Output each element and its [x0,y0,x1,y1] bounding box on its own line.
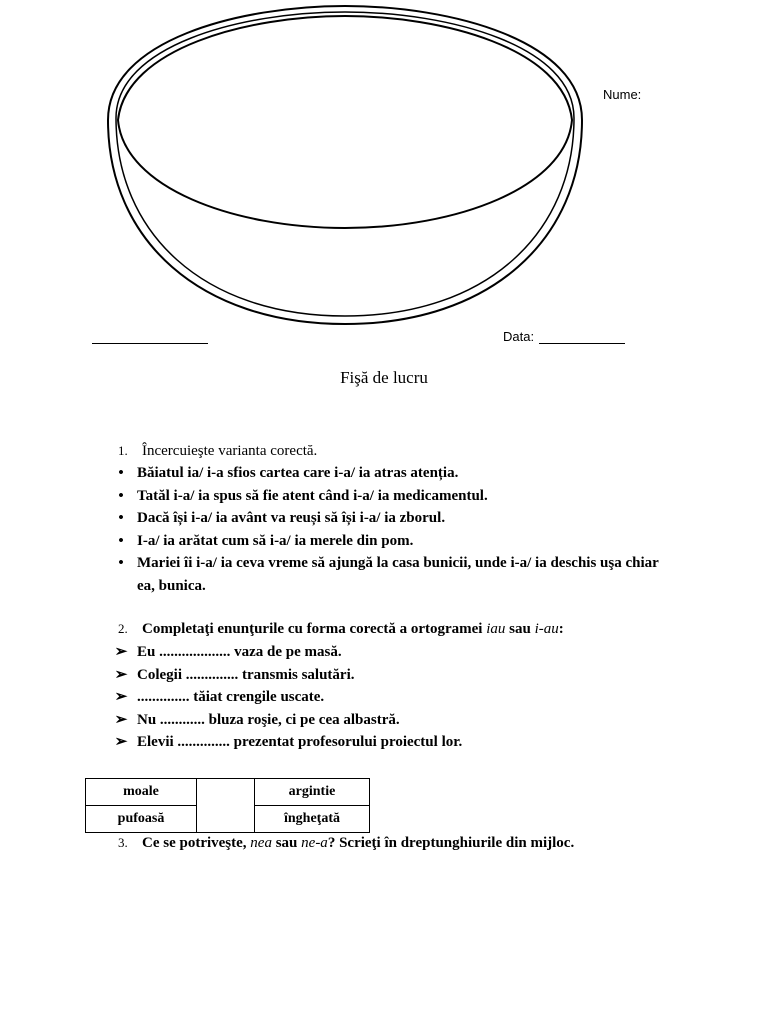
exercise2-item [113,664,673,687]
exercise1-item [113,552,673,597]
exercise1-item-text: Tatăl i-a/ ia spus să fie atent când i-a/ ia medicamentul. [137,487,488,504]
arrow-bullet-icon: ➢ [114,734,128,750]
arrow-bullet-icon: ➢ [114,711,128,728]
page-title: Fişă de lucru [340,368,428,387]
exercise2-instruction-prefix: Completaţi enunţurile cu forma corectă a ortogramei [142,621,487,637]
table-cell-left: moale [86,779,197,806]
exercise3-instruction-mid: sau [271,835,302,851]
exercise3-form-b: ne-a [301,835,328,851]
table-cell-right: argintie [255,779,370,806]
bullet-icon: • [118,532,124,549]
arrow-bullet-icon: ➢ [114,689,128,705]
exercise1-item [113,485,673,508]
exercise2-instruction-suffix: : [558,621,564,637]
exercise2-item [113,641,673,664]
exercise1-item [113,530,673,553]
matching-table [85,778,370,833]
exercise1-item-text: Băiatul ia/ i-a sfios cartea care i-a/ ia atras atenția. [137,465,459,481]
exercise1-heading [118,443,317,460]
exercise2-item [113,731,673,754]
bullet-icon: • [118,555,124,571]
table-cell-left: pufoasă [86,806,197,833]
exercise1-item-text: Dacă își i-a/ ia avânt va reuși să își i-a/ ia zborul. [137,510,446,526]
exercise2-list [113,641,673,754]
exercise2-item [113,686,673,709]
exercise2-heading [118,621,564,638]
date-line [539,343,625,344]
exercise1-list [113,462,673,597]
exercise2-item-text: Eu ................... vaza de pe masă. [137,644,342,660]
bowl-illustration [100,0,590,330]
exercise1-item-text: I-a/ ia arătat cum să i-a/ ia merele din pom. [137,532,414,549]
exercise1-item-text: Mariei îi i-a/ ia ceva vreme să ajungă la casa bunicii, unde i-a/ ia deschis uşa chiar ea, bunica. [137,555,659,594]
arrow-bullet-icon: ➢ [114,666,128,683]
exercise1-item [113,507,673,530]
exercise3-number: 3. [118,835,128,850]
table-row [86,779,370,806]
bullet-icon: • [118,465,124,481]
exercise1-number: 1. [118,443,128,458]
exercise2-form-b: i-au [534,621,559,637]
exercise2-number: 2. [118,621,128,636]
bullet-icon: • [118,510,124,526]
bullet-icon: • [118,487,124,504]
exercise2-item-text: Colegii .............. transmis salutări. [137,666,355,683]
exercise3-heading [118,835,574,852]
arrow-bullet-icon: ➢ [114,644,128,660]
exercise2-item-text: Elevii .............. prezentat profesorului proiectul lor. [137,734,463,750]
name-line [92,343,208,344]
exercise2-item-text: Nu ............ bluza roşie, ci pe cea albastră. [137,711,400,728]
exercise3-instruction-suffix: ? Scrieţi în dreptunghiurile din mijloc. [327,835,575,851]
exercise2-form-a: iau [486,621,506,637]
exercise1-instruction: Încercuieşte varianta corectă. [142,443,318,459]
exercise3-form-a: nea [250,835,272,851]
name-label: Nume: [603,87,642,102]
exercise2-item-text: .............. tăiat crengile uscate. [137,689,325,705]
exercise3-instruction-prefix: Ce se potriveşte, [142,835,251,851]
table-cell-middle-blank[interactable] [197,779,255,833]
exercise2-instruction-mid: sau [505,621,535,637]
table-cell-right: îngheţată [255,806,370,833]
date-label: Data: [503,329,535,344]
exercise2-item [113,709,673,732]
exercise1-item [113,462,673,485]
